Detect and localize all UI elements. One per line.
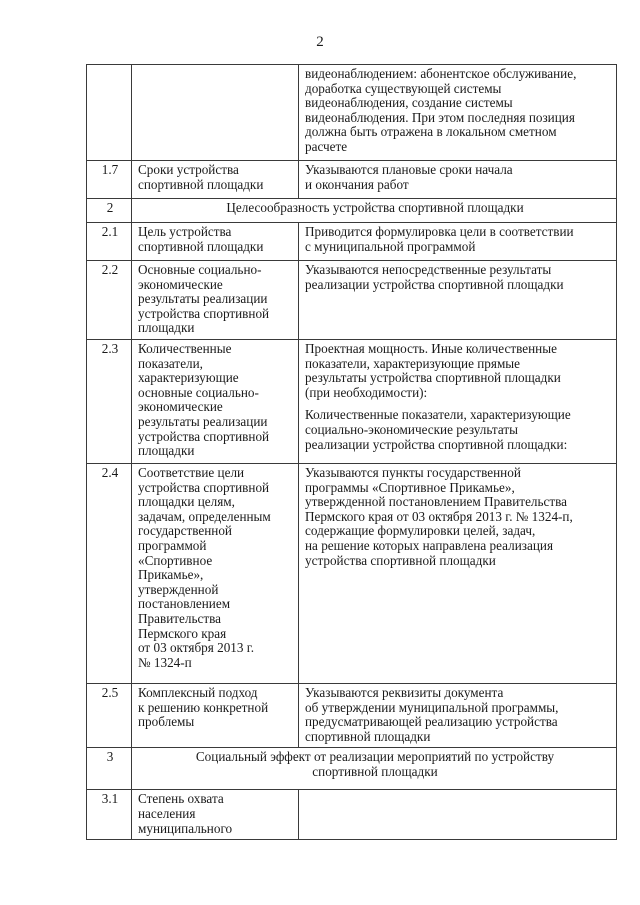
description-line: программы «Спортивное Прикамье»,	[305, 479, 515, 495]
parameter-name-line: спортивной площадки	[138, 238, 264, 254]
description-paragraph	[305, 408, 612, 452]
parameter-name-line: площадки	[138, 443, 195, 459]
description-line: реализации устройства спортивной площадки	[305, 276, 564, 292]
parameter-name	[132, 683, 299, 747]
description-line: Указываются реквизиты документа	[305, 684, 504, 700]
description-line: результаты устройства спортивной площадки	[305, 370, 561, 386]
parameter-name-line: № 1324-п	[138, 654, 192, 670]
description-line: утвержденной постановлением Правительства	[305, 494, 568, 510]
table-row	[87, 339, 617, 463]
parameter-name-line: задачам, определенным	[138, 508, 271, 524]
row-number	[87, 65, 132, 161]
description-line: Проектная мощность. Иные количественные	[305, 340, 557, 356]
section-row	[87, 748, 617, 790]
description-line: показатели, характеризующие прямые	[305, 355, 521, 371]
parameter-name-line: площадки целям,	[138, 494, 235, 510]
table-row	[87, 65, 617, 161]
table-row	[87, 261, 617, 340]
description-line: Указываются непосредственные результаты	[305, 262, 552, 277]
description-line: Указываются плановые сроки начала	[305, 162, 513, 177]
section-title-line: Социальный эффект от реализации мероприятий по устройству	[195, 749, 555, 765]
description-line: содержащие формулировки целей, задач,	[305, 523, 536, 539]
parameter-name	[132, 463, 299, 683]
section-title-line: Целесообразность устройства спортивной площадки	[226, 200, 524, 215]
parameter-name-line: Количественные	[138, 340, 232, 356]
description-line: Указываются пункты государственной	[305, 464, 521, 480]
description-line: должна быть отражена в локальном сметном	[305, 124, 557, 140]
parameter-name-line: муниципального	[138, 820, 233, 836]
parameter-name	[132, 161, 299, 199]
description-line: Приводится формулировка цели в соответствии	[305, 224, 574, 239]
row-number: 3	[87, 748, 132, 790]
parameter-description	[299, 65, 617, 161]
parameter-name-line: программой	[138, 537, 207, 553]
parameter-name-line: площадки	[138, 320, 195, 336]
row-number: 3.1	[87, 790, 132, 840]
description-line: Количественные показатели, характеризующие	[305, 407, 571, 423]
parameter-name-line: Основные социально-	[138, 262, 262, 277]
description-line: об утверждении муниципальной программы,	[305, 699, 559, 715]
description-line: расчете	[305, 138, 348, 154]
row-number: 2	[87, 199, 132, 223]
table-row	[87, 223, 617, 261]
parameter-name-line: проблемы	[138, 714, 195, 730]
row-number: 2.5	[87, 683, 132, 747]
section-title	[132, 199, 617, 223]
parameter-name-line: Прикамье»,	[138, 567, 204, 583]
parameter-name	[132, 223, 299, 261]
parameter-name-line: Пермского края	[138, 625, 227, 641]
parameter-name-line: показатели,	[138, 355, 203, 371]
description-line: спортивной площадки	[305, 728, 431, 744]
description-line: доработка существующей системы	[305, 80, 502, 96]
description-line: реализации устройства спортивной площадки:	[305, 436, 568, 452]
parameter-description	[299, 223, 617, 261]
parameter-name-line: устройства спортивной	[138, 428, 270, 444]
description-line: (при необходимости):	[305, 384, 428, 400]
parameter-name-line: Степень охвата	[138, 791, 224, 807]
parameter-name-line: утвержденной	[138, 581, 219, 597]
table-row	[87, 463, 617, 683]
parameter-description	[299, 463, 617, 683]
description-line: с муниципальной программой	[305, 238, 476, 254]
page-number: 2	[316, 34, 324, 50]
description-line: предусматривающей реализацию устройства	[305, 714, 558, 730]
section-title	[132, 748, 617, 790]
parameter-name-line: основные социально-	[138, 384, 259, 400]
description-line: устройства спортивной площадки	[305, 552, 496, 568]
parameter-description	[299, 261, 617, 340]
parameter-name-line: характеризующие	[138, 370, 239, 386]
parameter-name-line: результаты реализации	[138, 413, 268, 429]
parameter-name-line: устройства спортивной	[138, 305, 270, 321]
row-number: 2.2	[87, 261, 132, 340]
parameter-name-line: населения	[138, 805, 196, 821]
row-number: 2.3	[87, 339, 132, 463]
table-row	[87, 790, 617, 840]
parameter-name-line: постановлением	[138, 596, 231, 612]
description-line: социально-экономические результаты	[305, 421, 518, 437]
parameter-description	[299, 790, 617, 840]
description-line: видеонаблюдения. При этом последняя позиция	[305, 109, 575, 125]
description-line: и окончания работ	[305, 176, 409, 192]
section-title-line: спортивной площадки	[312, 763, 438, 779]
row-number: 2.1	[87, 223, 132, 261]
parameter-name-line: Правительства	[138, 610, 221, 626]
parameter-name-line: государственной	[138, 523, 232, 539]
parameter-name-line: результаты реализации	[138, 291, 268, 307]
description-line: на решение которых направлена реализация	[305, 537, 554, 553]
parameter-name-line: Соответствие цели	[138, 464, 245, 480]
row-number: 1.7	[87, 161, 132, 199]
parameter-description	[299, 161, 617, 199]
parameter-name-line: спортивной площадки	[138, 176, 264, 192]
parameter-description	[299, 683, 617, 747]
parameter-name-line: «Спортивное	[138, 552, 213, 568]
requirements-table	[86, 64, 617, 840]
table-row	[87, 161, 617, 199]
parameter-name-line: от 03 октября 2013 г.	[138, 640, 255, 656]
parameter-name-line: к решению конкретной	[138, 699, 269, 715]
table-row	[87, 683, 617, 747]
parameter-name	[132, 339, 299, 463]
parameter-name-line: экономические	[138, 399, 223, 415]
parameter-name-line: устройства спортивной	[138, 479, 270, 495]
parameter-name-line: экономические	[138, 276, 223, 292]
parameter-name-line: Цель устройства	[138, 224, 232, 239]
parameter-name	[132, 65, 299, 161]
parameter-description	[299, 339, 617, 463]
section-row	[87, 199, 617, 223]
parameter-name	[132, 790, 299, 840]
parameter-name-line: Сроки устройства	[138, 162, 239, 177]
parameter-name-line: Комплексный подход	[138, 684, 258, 700]
description-line: видеонаблюдения, создание системы	[305, 95, 513, 111]
description-line: видеонаблюдением: абонентское обслуживание,	[305, 66, 577, 81]
row-number: 2.4	[87, 463, 132, 683]
table-body	[87, 65, 617, 840]
description-line: Пермского края от 03 октября 2013 г. № 1324-п,	[305, 508, 573, 524]
parameter-name	[132, 261, 299, 340]
